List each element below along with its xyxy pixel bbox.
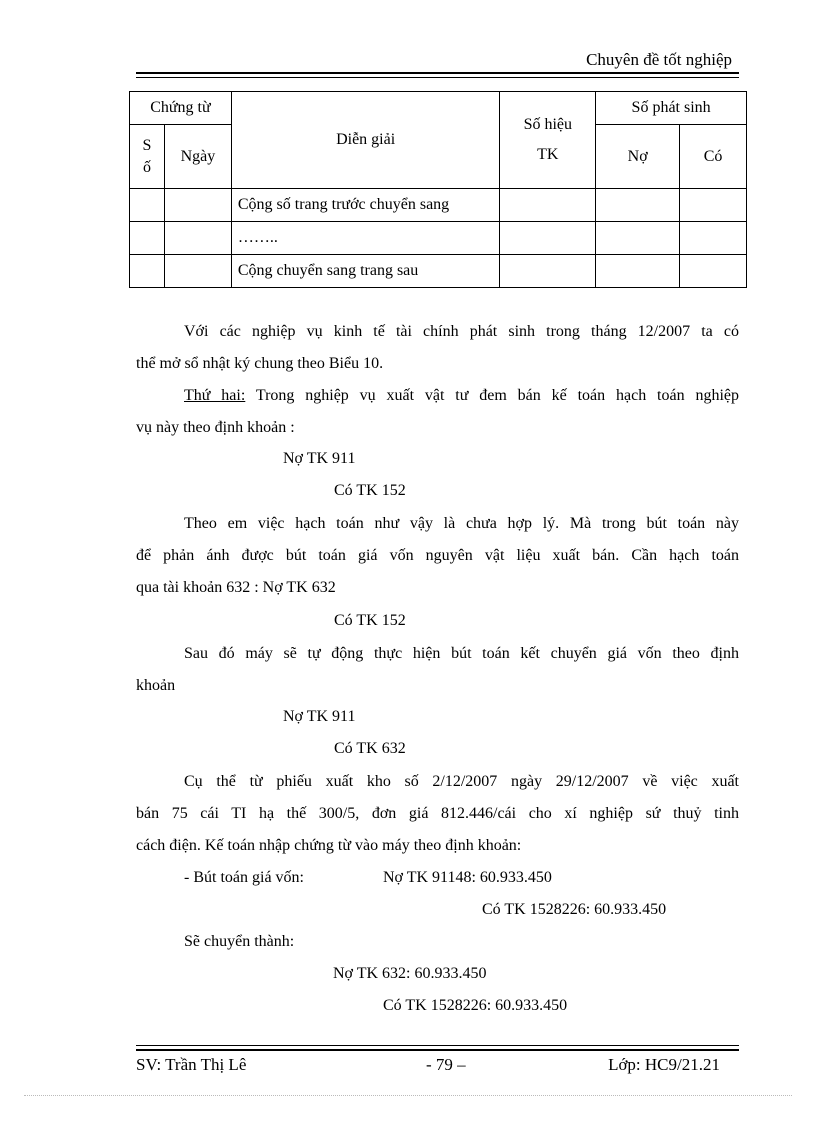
thu-hai-label: Thứ hai: — [184, 387, 246, 404]
entry-3-credit: Có TK 632 — [334, 740, 406, 757]
header-so-phat-sinh: Số phát sinh — [596, 92, 747, 125]
paragraph-3-line-2: để phản ánh được bút toán giá vốn nguyên vật liệu xuất bán. Cần hạch toán — [136, 547, 739, 564]
paragraph-5-line-2: bán 75 cái TI hạ thế 300/5, đơn giá 812.446/cái cho xí nghiệp sứ thuỷ tinh — [136, 805, 739, 822]
entry-4-debit: Nợ TK 91148: 60.933.450 — [383, 869, 552, 886]
entry-3-debit: Nợ TK 911 — [283, 708, 356, 725]
header-so-hieu: Số hiệu — [523, 116, 573, 133]
footer-page-number: - 79 – — [426, 1055, 466, 1074]
header-rule-thin — [136, 77, 739, 78]
header-co: Có — [680, 125, 747, 189]
header-rule-thick — [136, 72, 739, 74]
entry-1-debit: Nợ TK 911 — [283, 450, 356, 467]
paragraph-4-line-2: khoản — [136, 677, 176, 694]
paragraph-6: Sẽ chuyển thành: — [184, 933, 295, 950]
paragraph-4-line-1: Sau đó máy sẽ tự động thực hiện bút toán kết chuyển giá vốn theo định — [184, 645, 739, 662]
table-row — [130, 222, 747, 255]
paragraph-1 — [136, 316, 739, 380]
entry-4-credit: Có TK 1528226: 60.933.450 — [482, 901, 667, 918]
header-no: Nợ — [596, 125, 680, 189]
ledger-table — [129, 91, 747, 288]
paragraph-3-line-3: qua tài khoản 632 : Nợ TK 632 — [136, 579, 336, 596]
entry-1-credit: Có TK 152 — [334, 482, 406, 499]
row-description: Cộng số trang trước chuyển sang — [231, 189, 500, 222]
header-ngay: Ngày — [164, 125, 231, 189]
paragraph-2-line-2: vụ này theo định khoản : — [136, 419, 295, 436]
header-so-hieu-tk — [500, 92, 596, 189]
entry-5-debit: Nợ TK 632: 60.933.450 — [333, 965, 487, 982]
paragraph-2 — [136, 380, 739, 444]
row-description: Cộng chuyển sang trang sau — [231, 255, 500, 288]
entry-4-label: - Bút toán giá vốn: — [184, 869, 304, 886]
footer-student: SV: Trần Thị Lê — [136, 1055, 247, 1074]
paragraph-5 — [136, 766, 739, 862]
table-row — [130, 189, 747, 222]
page-bottom-divider — [24, 1095, 792, 1096]
header-tk: TK — [537, 146, 559, 163]
paragraph-2-line-1 — [136, 380, 739, 412]
entry-2-credit: Có TK 152 — [334, 612, 406, 629]
paragraph-4 — [136, 638, 739, 702]
header-chung-tu: Chứng từ — [130, 92, 232, 125]
table-row — [130, 255, 747, 288]
paragraph-5-line-1: Cụ thể từ phiếu xuất kho số 2/12/2007 ngày 29/12/2007 về việc xuất — [184, 773, 739, 790]
paragraph-1-line-1: Với các nghiệp vụ kinh tế tài chính phát sinh trong tháng 12/2007 ta có — [184, 323, 739, 340]
paragraph-3-line-1: Theo em việc hạch toán như vậy là chưa hợp lý. Mà trong bút toán này — [184, 515, 739, 532]
footer-class: Lớp: HC9/21.21 — [608, 1055, 720, 1074]
paragraph-2-text: Trong nghiệp vụ xuất vật tư đem bán kế toán hạch toán nghiệp — [245, 387, 739, 404]
paragraph-1-line-2: thể mở sổ nhật ký chung theo Biểu 10. — [136, 355, 384, 372]
paragraph-3 — [136, 508, 739, 604]
row-description: …….. — [231, 222, 500, 255]
entry-5-credit: Có TK 1528226: 60.933.450 — [383, 997, 568, 1014]
header-dien-giai: Diễn giải — [231, 92, 500, 189]
header-so: S ố — [130, 125, 165, 189]
paragraph-5-line-3: cách điện. Kế toán nhập chứng từ vào máy theo định khoản: — [136, 837, 522, 854]
footer-rule-thin — [136, 1045, 739, 1046]
footer-rule-thick — [136, 1049, 739, 1051]
page-header-title: Chuyên đề tốt nghiệp — [586, 50, 732, 69]
